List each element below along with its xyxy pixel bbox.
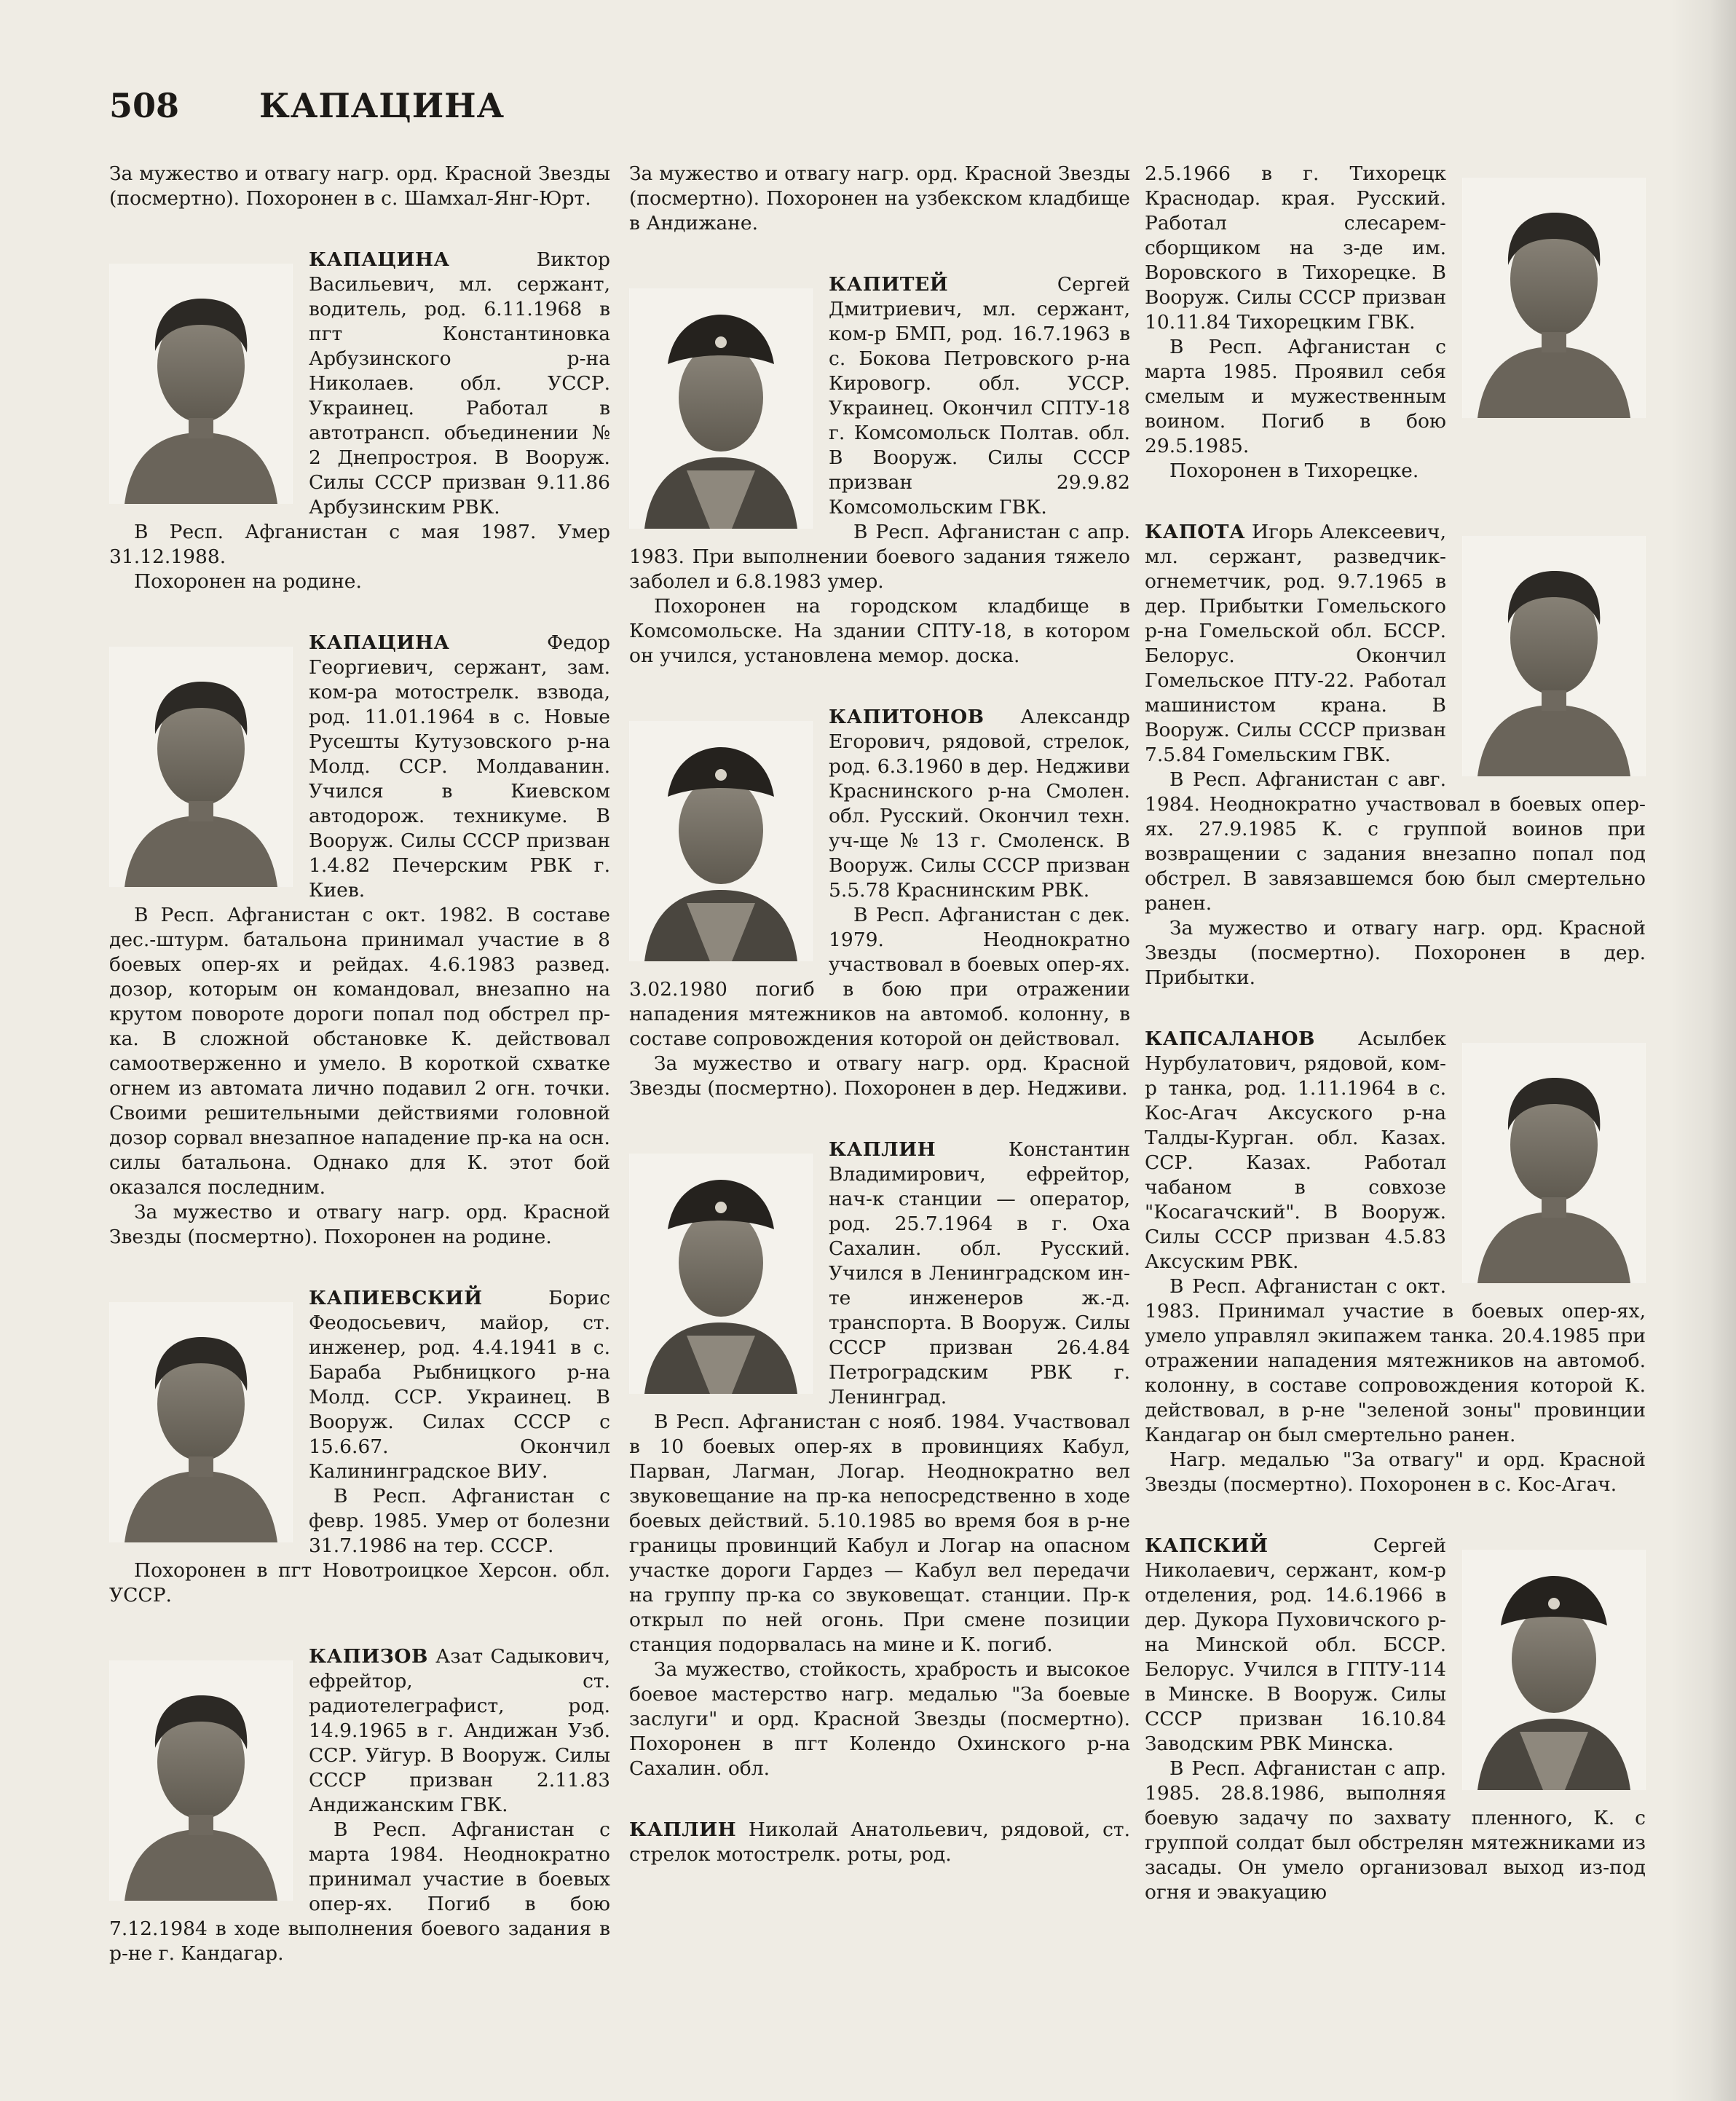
entry-paragraph: За мужество и отвагу нагр. орд. Красной Звезды (посмертно). Похоронен в дер. Прибытки. — [1145, 917, 1646, 989]
entry-kapatsina-viktor — [109, 248, 610, 594]
portrait-photo — [109, 647, 293, 887]
entry-bio: Сергей Николаевич, сержант, ком-р отделения, род. 14.6.1966 в дер. Дукора Пуховичского р-на Минской обл. БССР. Белорус. Учился в ГПТУ-114 в Минске. В Вооруж. Силы СССР призван 16.10.84 Заводским РВК Минска. — [1145, 1534, 1446, 1755]
portrait-photo — [1462, 536, 1646, 776]
entry-bio: Виктор Васильевич, мл. сержант, водитель, род. 6.11.1968 в пгт Константиновка Арбузинского р-на Николаев. обл. УССР. Украинец. Работал в автотрансп. объединении № 2 Днепростроя. В Вооруж. Силы СССР призван 9.11.86 Арбузинским РВК. — [309, 248, 610, 519]
entry-paragraph: В Респ. Афганистан с нояб. 1984. Участвовал в 10 боевых опер-ях в провинциях Кабул, Парван, Лагман, Логар. Неоднократно вел звуковещание на пр-ка непосредственно в ходе боевых действий. 5.10.1985 во время боя в р-не границы провинций Кабул и Логар на опасном участке дороги Гардез — Кабул вел передачи на группу пр-ка со звуковещат. станции. Пр-к открыл по ней огонь. При смене позиции станция подорвалась на мине и К. погиб. — [629, 1411, 1130, 1656]
entry-surname: КАПЛИН — [629, 1818, 737, 1841]
entry-paragraph: В Респ. Афганистан с марта 1984. Неоднократно принимал участие в боевых опер-ях. Погиб в бою 7.12.1984 в ходе выполнения боевого задания в р-не г. Кандагар. — [109, 1818, 610, 1965]
portrait-photo — [109, 1302, 293, 1542]
entry-paragraph: В Респ. Афганистан с апр. 1983. При выполнении боевого задания тяжело заболел и 6.8.1983 умер. — [629, 521, 1130, 593]
entry-paragraph: Похоронен на родине. — [134, 570, 362, 593]
portrait-placeholder-icon — [109, 264, 293, 504]
portrait-placeholder-icon — [1462, 1550, 1646, 1790]
entry-surname: КАПСКИЙ — [1145, 1534, 1269, 1557]
entry-kapota — [1145, 520, 1646, 990]
portrait-placeholder-icon — [629, 721, 813, 961]
entry-paragraph: В Респ. Афганистан с окт. 1982. В составе дес.-штурм. батальона принимал участие в 8 боевых опер-ях и рейдах. 4.6.1983 развед. дозор, которым он командовал, внезапно на крутом повороте дороги попал под обстрел пр-ка. В сложной обстановке К. действовал самоотверженно и умело. В короткой схватке огнем из автомата лично подавил 2 огн. точки. Своими решительными действиями головной дозор сорвал внезапное нападение пр-ка на осн. силы батальона. Однако для К. этот бой оказался последним. — [109, 904, 610, 1199]
running-head — [109, 86, 505, 125]
entry-surname: КАПИТЕЙ — [829, 273, 949, 296]
entry-bio: Федор Георгиевич, сержант, зам. ком-ра мотострелк. взвода, род. 11.01.1964 в с. Новые Русешты Кутузовского р-на Молд. ССР. Молдаванин. Учился в Киевском автодорож. техникуме. В Вооруж. Силы СССР призван 1.4.82 Печерским РВК г. Киев. — [309, 631, 610, 902]
entry-kapitey — [629, 272, 1130, 669]
column-2 — [629, 162, 1130, 1892]
entry-surname: КАПОТА — [1145, 521, 1246, 543]
entry-continuation — [629, 162, 1130, 236]
entry-bio: Александр Егорович, рядовой, стрелок, род. 6.3.1960 в дер. Недживи Краснинского р-на Смолен. обл. Русский. Окончил техн. уч-ще № 13 г. Смоленск. В Вооруж. Силы СССР призван 5.5.78 Краснинским РВК. — [829, 706, 1130, 902]
entry-paragraph: В Респ. Афганистан с авг. 1984. Неоднократно участвовал в боевых опер-ях. 27.9.1985 К. с группой воинов при возвращении с задания внезапно попал под обстрел. В завязавшемся бою был смертельно ранен. — [1145, 768, 1646, 915]
portrait-placeholder-icon — [629, 1154, 813, 1394]
entry-kapizov — [109, 1644, 610, 1966]
entry-bio: Борис Феодосьевич, майор, ст. инженер, род. 4.4.1941 в с. Бараба Рыбницкого р-на Молд. ССР. Украинец. В Вооруж. Силах СССР с 15.6.67. Окончил Калининградское ВИУ. — [309, 1287, 610, 1483]
entry-paragraph: В Респ. Афганистан с окт. 1983. Принимал участие в боевых опер-ях, умело управлял экипажем танка. 20.4.1985 при отражении нападения мятежников на автомоб. колонну, в составе сопровождения которой К. действовал, в р-не "зеленой зоны" провинции Кандагар он был смертельно ранен. — [1145, 1275, 1646, 1446]
portrait-photo — [629, 721, 813, 961]
entry-kaplin-konstantin — [629, 1138, 1130, 1781]
entry-bio: Азат Садыкович, ефрейтор, ст. радиотелеграфист, род. 14.9.1965 в г. Андижан Узб. ССР. Уйгур. В Вооруж. Силы СССР призван 2.11.83 Андижанским ГВК. — [309, 1645, 610, 1816]
page-title: КАПАЦИНА — [259, 86, 505, 125]
entry-paragraph: Похоронен на городском кладбище в Комсомольске. На здании СПТУ-18, в котором он учился, установлена мемор. доска. — [629, 595, 1130, 667]
entry-paragraph: За мужество и отвагу нагр. орд. Красной Звезды (посмертно). Похоронен в дер. Недживи. — [629, 1052, 1130, 1100]
entry-kapitonov — [629, 705, 1130, 1101]
entry-kapievsky — [109, 1286, 610, 1608]
entry-surname: КАПИЗОВ — [309, 1645, 428, 1668]
entry-paragraph: За мужество и отвагу нагр. орд. Красной Звезды (посмертно). Похоронен на родине. — [109, 1201, 610, 1248]
entry-paragraph: В Респ. Афганистан с мая 1987. Умер 31.12.1988. — [109, 521, 610, 568]
entry-paragraph: За мужество и отвагу нагр. орд. Красной Звезды (посмертно). Похоронен на узбекском кладбище в Андижане. — [629, 162, 1130, 234]
entry-paragraph: Нагр. медалью "За отвагу" и орд. Красной Звезды (посмертно). Похоронен в с. Кос-Агач. — [1145, 1448, 1646, 1496]
entry-continuation — [109, 162, 610, 211]
entry-kaplin-nikolay-continued — [1145, 162, 1646, 484]
portrait-placeholder-icon — [1462, 1043, 1646, 1283]
portrait-placeholder-icon — [109, 1660, 293, 1901]
entry-surname: КАПАЦИНА — [309, 248, 450, 271]
portrait-placeholder-icon — [109, 1302, 293, 1542]
entry-bio: Сергей Дмитриевич, мл. сержант, ком-р БМП, род. 16.7.1963 в с. Бокова Петровского р-на Кировогр. обл. УССР. Украинец. Окончил СПТУ-18 г. Комсомольск Полтав. обл. В Вооруж. Силы СССР призван 29.9.82 Комсомольским ГВК. — [829, 273, 1130, 519]
page-spine-shadow — [1670, 0, 1736, 2101]
entry-paragraph: В Респ. Афганистан с апр. 1985. 28.8.1986, выполняя боевую задачу по захвату пленного, К. с группой солдат был обстрелян мятежниками из засады. Он умело организовал выход из-под огня и эвакуацию — [1145, 1757, 1646, 1904]
portrait-placeholder-icon — [1462, 178, 1646, 418]
entry-surname: КАПЛИН — [829, 1138, 936, 1161]
entry-surname: КАПСАЛАНОВ — [1145, 1028, 1315, 1050]
portrait-placeholder-icon — [629, 288, 813, 529]
entry-surname: КАПИЕВСКИЙ — [309, 1287, 483, 1309]
portrait-placeholder-icon — [1462, 536, 1646, 776]
entry-paragraph: За мужество и отвагу нагр. орд. Красной Звезды (посмертно). Похоронен в с. Шамхал-Янг-Юрт. — [109, 162, 610, 210]
page-number: 508 — [109, 86, 180, 125]
column-3 — [1145, 162, 1646, 1930]
entry-bio: Константин Владимирович, ефрейтор, нач-к станции — оператор, род. 25.7.1964 в г. Оха Сахалин. обл. Русский. Учился в Ленинградском ин-те инженеров ж.-д. транспорта. В Вооруж. Силы СССР призван 26.4.84 Петроградским РВК г. Ленинград. — [829, 1138, 1130, 1408]
column-1 — [109, 162, 610, 1991]
entry-paragraph: Похоронен в пгт Новотроицкое Херсон. обл. УССР. — [109, 1559, 610, 1607]
portrait-photo — [629, 1154, 813, 1394]
entry-bio: Игорь Алексеевич, мл. сержант, разведчик-огнеметчик, род. 9.7.1965 в дер. Прибытки Гомельского р-на Гомельской обл. БССР. Белорус. Окончил Гомельское ПТУ-22. Работал машинистом крана. В Вооруж. Силы СССР призван 7.5.84 Гомельским ГВК. — [1145, 521, 1446, 766]
entry-bio: Асылбек Нурбулатович, рядовой, ком-р танка, род. 1.11.1964 в с. Кос-Агач Аксуского р-на Талды-Курган. обл. Казах. ССР. Казах. Работал чабаном в совхозе "Косагачский". В Вооруж. Силы СССР призван 4.5.83 Аксуским РВК. — [1145, 1028, 1446, 1273]
entry-paragraph: 2.5.1966 в г. Тихорецк Краснодар. края. Русский. Работал слесарем-сборщиком на з-де им. Воровского в Тихорецке. В Вооруж. Силы СССР призван 10.11.84 Тихорецким ГВК. — [1145, 162, 1446, 334]
entry-paragraph: В Респ. Афганистан с марта 1985. Проявил себя смелым и мужественным воином. Погиб в бою 29.5.1985. — [1145, 336, 1446, 457]
entry-paragraph: В Респ. Афганистан с дек. 1979. Неоднократно участвовал в боевых опер-ях. 3.02.1980 погиб в бою при отражении нападения мятежников на автомоб. колонну, в составе сопровождения которой он действовал. — [629, 904, 1130, 1050]
entry-paragraph: В Респ. Афганистан с февр. 1985. Умер от болезни 31.7.1986 на тер. СССР. — [309, 1485, 610, 1557]
portrait-photo — [1462, 178, 1646, 418]
entry-kapatsina-fedor — [109, 631, 610, 1250]
entry-kaplin-nikolay — [629, 1818, 1130, 1867]
entry-surname: КАПИТОНОВ — [829, 706, 985, 728]
portrait-placeholder-icon — [109, 647, 293, 887]
entry-surname: КАПАЦИНА — [309, 631, 450, 654]
entry-kapsalanov — [1145, 1027, 1646, 1497]
portrait-photo — [109, 264, 293, 504]
portrait-photo — [109, 1660, 293, 1901]
entry-heading — [629, 1818, 1130, 1867]
entry-paragraph: Похоронен в Тихорецке. — [1169, 460, 1419, 482]
portrait-photo — [1462, 1550, 1646, 1790]
portrait-photo — [1462, 1043, 1646, 1283]
portrait-photo — [629, 288, 813, 529]
entry-bio: Николай Анатольевич, рядовой, ст. стрелок мотострелк. роты, род. — [629, 1818, 1130, 1866]
entry-paragraph: За мужество, стойкость, храбрость и высокое боевое мастерство нагр. медалью "За боевые заслуги" и орд. Красной Звезды (посмертно). Похоронен в пгт Колендо Охинского р-на Сахалин. обл. — [629, 1658, 1130, 1780]
entry-kapsky — [1145, 1534, 1646, 1905]
